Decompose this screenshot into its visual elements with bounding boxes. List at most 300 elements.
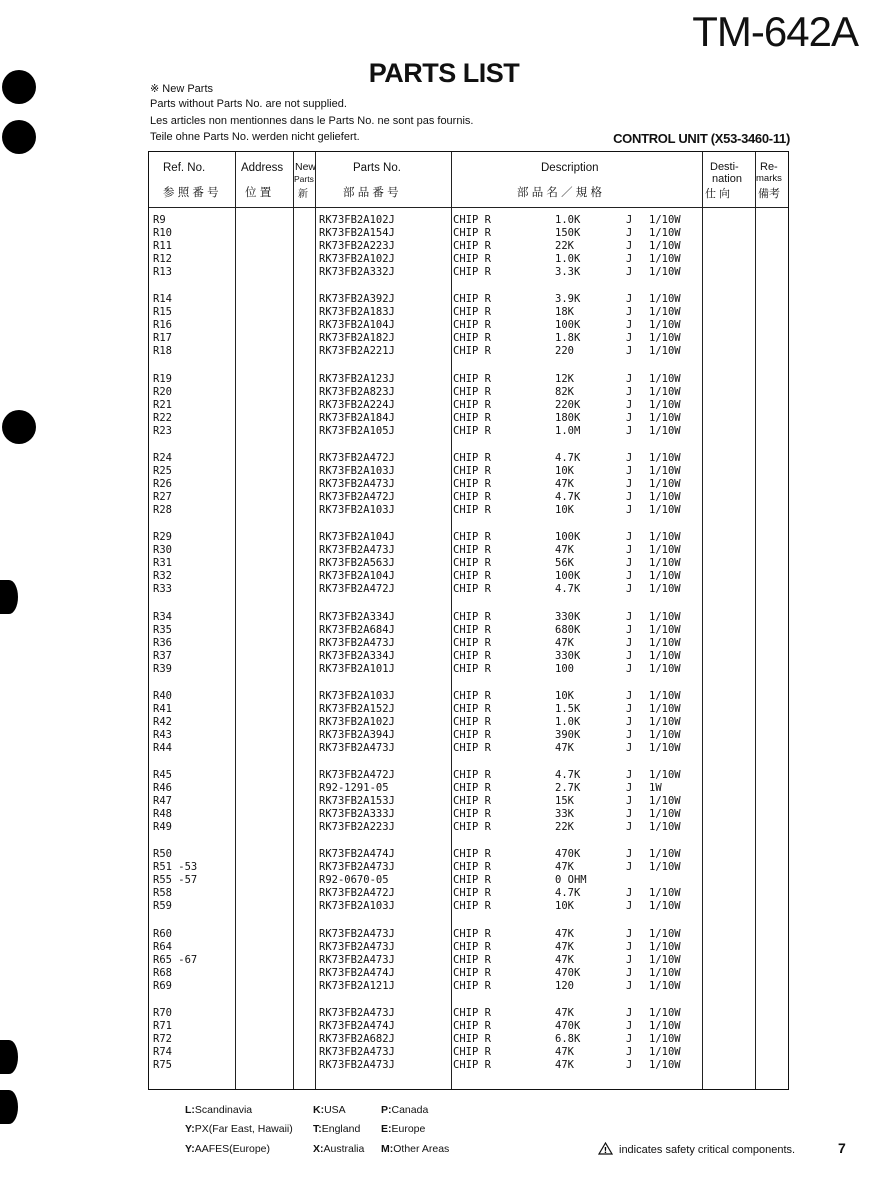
cell-rating: 1/10W	[649, 927, 681, 940]
cell-value: 33K	[555, 808, 574, 821]
cell-part-number: RK73FB2A472J	[319, 490, 395, 503]
cell-category: CHIP R	[453, 253, 491, 265]
cell-tolerance: J	[626, 503, 633, 516]
cell-ref-number: R33	[153, 583, 172, 596]
cell-rating: 1/10W	[649, 662, 681, 675]
cell-tolerance: J	[626, 477, 633, 490]
cell-ref-number: R47	[153, 795, 172, 808]
legend-item: Y:PX(Far East, Hawaii)	[185, 1123, 293, 1135]
table-row	[149, 821, 788, 834]
cell-ref-number: R49	[153, 821, 172, 834]
cell-rating: 1/10W	[649, 544, 681, 557]
legend-item: T:England	[313, 1123, 361, 1135]
table-row	[149, 742, 788, 755]
cell-tolerance: J	[626, 385, 633, 398]
cell-ref-number: R68	[153, 966, 172, 979]
cell-value: 82K	[555, 385, 574, 398]
cell-value: 47K	[555, 927, 574, 940]
cell-tolerance: J	[626, 662, 633, 675]
cell-category: CHIP R	[453, 319, 491, 332]
cell-category: CHIP R	[453, 662, 491, 675]
cell-value: 100	[555, 662, 574, 675]
cell-rating: 1/10W	[649, 808, 681, 821]
cell-ref-number: R35	[153, 623, 172, 636]
cell-part-number: RK73FB2A121J	[319, 979, 395, 992]
cell-rating: 1/10W	[649, 861, 681, 874]
cell-category: CHIP R	[453, 610, 491, 623]
binder-hole	[0, 1040, 18, 1074]
cell-part-number: RK73FB2A104J	[319, 570, 395, 583]
cell-tolerance: J	[626, 253, 633, 265]
table-row	[149, 1059, 788, 1072]
cell-part-number: RK73FB2A682J	[319, 1033, 395, 1045]
cell-category: CHIP R	[453, 477, 491, 490]
cell-value: 150K	[555, 227, 581, 239]
cell-part-number: RK73FB2A104J	[319, 531, 395, 544]
header-remarks-2: marks	[756, 173, 782, 184]
cell-rating: 1/10W	[649, 1007, 681, 1019]
cell-part-number: RK73FB2A473J	[319, 1059, 395, 1071]
cell-ref-number: R34	[153, 610, 172, 623]
cell-tolerance: J	[626, 214, 633, 226]
cell-ref-number: R60	[153, 927, 172, 940]
warning-triangle-icon	[598, 1142, 613, 1155]
cell-tolerance: J	[626, 464, 633, 477]
cell-part-number: RK73FB2A104J	[319, 319, 395, 332]
cell-part-number: RK73FB2A101J	[319, 662, 395, 675]
table-row	[149, 531, 788, 544]
cell-part-number: RK73FB2A473J	[319, 636, 395, 649]
cell-part-number: RK73FB2A224J	[319, 398, 395, 411]
table-row	[149, 253, 788, 266]
cell-tolerance: J	[626, 689, 633, 702]
cell-value: 4.7K	[555, 583, 581, 596]
cell-category: CHIP R	[453, 1007, 491, 1019]
table-row	[149, 504, 788, 517]
table-row	[149, 240, 788, 253]
cell-category: CHIP R	[453, 874, 491, 887]
cell-category: CHIP R	[453, 227, 491, 239]
cell-category: CHIP R	[453, 398, 491, 411]
table-row	[149, 703, 788, 716]
cell-tolerance: J	[626, 1059, 633, 1071]
cell-category: CHIP R	[453, 927, 491, 940]
table-row	[149, 570, 788, 583]
cell-ref-number: R69	[153, 979, 172, 992]
cell-part-number: RK73FB2A474J	[319, 966, 395, 979]
cell-category: CHIP R	[453, 332, 491, 345]
cell-tolerance: J	[626, 451, 633, 464]
cell-category: CHIP R	[453, 808, 491, 821]
cell-value: 1.0K	[555, 253, 581, 265]
cell-part-number: RK73FB2A563J	[319, 557, 395, 570]
cell-value: 1.0K	[555, 715, 581, 728]
cell-rating: 1/10W	[649, 887, 681, 900]
cell-value: 56K	[555, 557, 574, 570]
cell-rating: 1/10W	[649, 451, 681, 464]
cell-rating: 1W	[649, 782, 662, 795]
cell-value: 4.7K	[555, 490, 581, 503]
binder-hole	[2, 120, 36, 154]
header-ref-jp: 参 照 番 号	[163, 187, 219, 199]
cell-ref-number: R46	[153, 782, 172, 795]
table-row	[149, 399, 788, 412]
cell-rating: 1/10W	[649, 940, 681, 953]
cell-tolerance: J	[626, 424, 633, 437]
cell-category: CHIP R	[453, 240, 491, 252]
cell-category: CHIP R	[453, 728, 491, 741]
cell-category: CHIP R	[453, 953, 491, 966]
cell-part-number: RK73FB2A473J	[319, 953, 395, 966]
cell-tolerance: J	[626, 940, 633, 953]
cell-category: CHIP R	[453, 503, 491, 516]
cell-value: 220	[555, 345, 574, 358]
cell-category: CHIP R	[453, 266, 491, 278]
cell-category: CHIP R	[453, 570, 491, 583]
cell-part-number: RK73FB2A221J	[319, 345, 395, 358]
cell-tolerance: J	[626, 887, 633, 900]
table-row	[149, 332, 788, 345]
cell-value: 15K	[555, 795, 574, 808]
cell-ref-number: R42	[153, 715, 172, 728]
note-english: Parts without Parts No. are not supplied.	[150, 98, 347, 110]
cell-value: 1.8K	[555, 332, 581, 345]
table-row	[149, 848, 788, 861]
cell-ref-number: R11	[153, 240, 172, 252]
svg-text:!: !	[603, 1146, 608, 1155]
cell-tolerance: J	[626, 372, 633, 385]
cell-value: 47K	[555, 953, 574, 966]
cell-value: 47K	[555, 544, 574, 557]
table-row	[149, 491, 788, 504]
cell-ref-number: R58	[153, 887, 172, 900]
cell-ref-number: R30	[153, 544, 172, 557]
table-row	[149, 887, 788, 900]
cell-rating: 1/10W	[649, 503, 681, 516]
cell-part-number: RK73FB2A152J	[319, 702, 395, 715]
cell-value: 4.7K	[555, 451, 581, 464]
cell-ref-number: R32	[153, 570, 172, 583]
cell-rating: 1/10W	[649, 649, 681, 662]
cell-part-number: RK73FB2A103J	[319, 900, 395, 913]
cell-rating: 1/10W	[649, 557, 681, 570]
cell-category: CHIP R	[453, 940, 491, 953]
header-ref: Ref. No.	[163, 162, 206, 174]
cell-rating: 1/10W	[649, 1020, 681, 1032]
cell-part-number: RK73FB2A684J	[319, 623, 395, 636]
cell-ref-number: R10	[153, 227, 172, 239]
cell-part-number: RK73FB2A473J	[319, 1046, 395, 1058]
cell-rating: 1/10W	[649, 490, 681, 503]
cell-part-number: RK73FB2A823J	[319, 385, 395, 398]
cell-rating: 1/10W	[649, 610, 681, 623]
table-row	[149, 808, 788, 821]
cell-category: CHIP R	[453, 490, 491, 503]
parts-table	[148, 151, 789, 1090]
cell-rating: 1/10W	[649, 477, 681, 490]
table-row	[149, 214, 788, 227]
cell-ref-number: R20	[153, 385, 172, 398]
cell-value: 180K	[555, 411, 581, 424]
binder-hole	[2, 410, 36, 444]
cell-category: CHIP R	[453, 966, 491, 979]
cell-value: 470K	[555, 848, 581, 861]
cell-value: 100K	[555, 531, 581, 544]
table-row	[149, 583, 788, 596]
legend-item: P:Canada	[381, 1104, 429, 1116]
cell-rating: 1/10W	[649, 385, 681, 398]
cell-value: 1.0M	[555, 424, 581, 437]
cell-value: 22K	[555, 240, 574, 252]
header-new-parts: Parts	[294, 174, 314, 184]
cell-value: 3.3K	[555, 266, 581, 278]
table-row	[149, 900, 788, 913]
cell-rating: 1/10W	[649, 306, 681, 319]
table-row	[149, 967, 788, 980]
cell-part-number: RK73FB2A472J	[319, 769, 395, 782]
cell-category: CHIP R	[453, 385, 491, 398]
cell-tolerance: J	[626, 490, 633, 503]
cell-rating: 1/10W	[649, 570, 681, 583]
cell-category: CHIP R	[453, 583, 491, 596]
cell-tolerance: J	[626, 623, 633, 636]
cell-tolerance: J	[626, 1007, 633, 1019]
cell-tolerance: J	[626, 1020, 633, 1032]
cell-tolerance: J	[626, 900, 633, 913]
cell-ref-number: R43	[153, 728, 172, 741]
cell-part-number: RK73FB2A102J	[319, 253, 395, 265]
cell-category: CHIP R	[453, 214, 491, 226]
cell-category: CHIP R	[453, 345, 491, 358]
cell-value: 330K	[555, 610, 581, 623]
table-row	[149, 874, 788, 887]
cell-category: CHIP R	[453, 702, 491, 715]
cell-rating: 1/10W	[649, 531, 681, 544]
cell-category: CHIP R	[453, 306, 491, 319]
cell-tolerance: J	[626, 808, 633, 821]
header-description-jp: 部 品 名 ／ 規 格	[517, 187, 602, 199]
cell-value: 3.9K	[555, 293, 581, 306]
cell-part-number: R92-1291-05	[319, 782, 389, 795]
cell-category: CHIP R	[453, 557, 491, 570]
cell-part-number: RK73FB2A472J	[319, 887, 395, 900]
cell-ref-number: R64	[153, 940, 172, 953]
cell-part-number: RK73FB2A394J	[319, 728, 395, 741]
cell-part-number: RK73FB2A333J	[319, 808, 395, 821]
cell-category: CHIP R	[453, 979, 491, 992]
cell-category: CHIP R	[453, 464, 491, 477]
cell-value: 47K	[555, 861, 574, 874]
cell-ref-number: R45	[153, 769, 172, 782]
table-row	[149, 637, 788, 650]
cell-ref-number: R72	[153, 1033, 172, 1045]
cell-rating: 1/10W	[649, 848, 681, 861]
cell-rating: 1/10W	[649, 979, 681, 992]
cell-value: 47K	[555, 636, 574, 649]
binder-hole	[0, 580, 18, 614]
cell-rating: 1/10W	[649, 293, 681, 306]
cell-value: 470K	[555, 966, 581, 979]
table-row	[149, 861, 788, 874]
cell-rating: 1/10W	[649, 332, 681, 345]
cell-value: 22K	[555, 821, 574, 834]
cell-value: 390K	[555, 728, 581, 741]
cell-part-number: RK73FB2A473J	[319, 544, 395, 557]
cell-tolerance: J	[626, 610, 633, 623]
cell-category: CHIP R	[453, 424, 491, 437]
cell-tolerance: J	[626, 345, 633, 358]
cell-ref-number: R19	[153, 372, 172, 385]
note-french: Les articles non mentionnes dans le Parts No. ne sont pas fournis.	[150, 115, 474, 127]
table-row	[149, 716, 788, 729]
cell-part-number: RK73FB2A153J	[319, 795, 395, 808]
legend-item: K:USA	[313, 1104, 346, 1116]
header-parts-no: Parts No.	[353, 162, 401, 174]
table-row	[149, 465, 788, 478]
cell-rating: 1/10W	[649, 372, 681, 385]
cell-value: 47K	[555, 1007, 574, 1019]
table-row	[149, 544, 788, 557]
header-new: New	[295, 161, 317, 173]
table-row	[149, 452, 788, 465]
table-row	[149, 557, 788, 570]
page-title: PARTS LIST	[368, 58, 520, 88]
cell-rating: 1/10W	[649, 1046, 681, 1058]
cell-tolerance: J	[626, 544, 633, 557]
cell-rating: 1/10W	[649, 398, 681, 411]
cell-ref-number: R16	[153, 319, 172, 332]
cell-value: 0 OHM	[555, 874, 587, 887]
cell-part-number: RK73FB2A154J	[319, 227, 395, 239]
cell-tolerance: J	[626, 782, 633, 795]
table-row	[149, 980, 788, 993]
cell-value: 2.7K	[555, 782, 581, 795]
cell-category: CHIP R	[453, 741, 491, 754]
table-row	[149, 306, 788, 319]
header-parts-jp: 部 品 番 号	[343, 187, 399, 199]
cell-value: 47K	[555, 1059, 574, 1071]
table-row	[149, 412, 788, 425]
legend-item: X:Australia	[313, 1143, 365, 1155]
cell-ref-number: R14	[153, 293, 172, 306]
cell-ref-number: R13	[153, 266, 172, 278]
cell-rating: 1/10W	[649, 689, 681, 702]
cell-category: CHIP R	[453, 411, 491, 424]
cell-tolerance: J	[626, 570, 633, 583]
cell-rating: 1/10W	[649, 900, 681, 913]
cell-ref-number: R24	[153, 451, 172, 464]
cell-value: 1.5K	[555, 702, 581, 715]
legend-item: Y:AAFES(Europe)	[185, 1143, 271, 1155]
cell-tolerance: J	[626, 293, 633, 306]
cell-rating: 1/10W	[649, 319, 681, 332]
cell-value: 12K	[555, 372, 574, 385]
cell-tolerance: J	[626, 927, 633, 940]
cell-ref-number: R18	[153, 345, 172, 358]
cell-rating: 1/10W	[649, 411, 681, 424]
cell-tolerance: J	[626, 1046, 633, 1058]
cell-category: CHIP R	[453, 372, 491, 385]
cell-rating: 1/10W	[649, 583, 681, 596]
cell-category: CHIP R	[453, 821, 491, 834]
cell-value: 47K	[555, 1046, 574, 1058]
cell-rating: 1/10W	[649, 741, 681, 754]
cell-part-number: RK73FB2A105J	[319, 424, 395, 437]
cell-tolerance: J	[626, 728, 633, 741]
cell-category: CHIP R	[453, 689, 491, 702]
cell-value: 330K	[555, 649, 581, 662]
cell-ref-number: R15	[153, 306, 172, 319]
cell-ref-number: R75	[153, 1059, 172, 1071]
cell-rating: 1/10W	[649, 821, 681, 834]
cell-ref-number: R65 -67	[153, 953, 198, 966]
cell-ref-number: R50	[153, 848, 172, 861]
cell-value: 6.8K	[555, 1033, 581, 1045]
cell-rating: 1/10W	[649, 253, 681, 265]
cell-tolerance: J	[626, 702, 633, 715]
header-remarks: Re-	[760, 161, 778, 173]
cell-rating: 1/10W	[649, 953, 681, 966]
cell-ref-number: R28	[153, 503, 172, 516]
cell-category: CHIP R	[453, 1059, 491, 1071]
cell-tolerance: J	[626, 583, 633, 596]
cell-category: CHIP R	[453, 900, 491, 913]
cell-value: 470K	[555, 1020, 581, 1032]
cell-tolerance: J	[626, 266, 633, 278]
cell-tolerance: J	[626, 557, 633, 570]
cell-tolerance: J	[626, 398, 633, 411]
cell-value: 220K	[555, 398, 581, 411]
cell-ref-number: R40	[153, 689, 172, 702]
cell-ref-number: R41	[153, 702, 172, 715]
table-row	[149, 928, 788, 941]
cell-tolerance: J	[626, 319, 633, 332]
cell-tolerance: J	[626, 227, 633, 239]
cell-category: CHIP R	[453, 848, 491, 861]
header-destination: Desti-	[710, 161, 739, 173]
header-destination-2: nation	[712, 173, 742, 185]
cell-category: CHIP R	[453, 451, 491, 464]
cell-part-number: RK73FB2A102J	[319, 715, 395, 728]
cell-rating: 1/10W	[649, 345, 681, 358]
cell-ref-number: R9	[153, 214, 166, 226]
cell-ref-number: R44	[153, 741, 172, 754]
cell-value: 10K	[555, 503, 574, 516]
cell-part-number: RK73FB2A103J	[319, 689, 395, 702]
table-row	[149, 319, 788, 332]
note-german: Teile ohne Parts No. werden nicht geliefert.	[150, 131, 360, 143]
page-number: 7	[838, 1140, 846, 1156]
table-row	[149, 941, 788, 954]
cell-ref-number: R39	[153, 662, 172, 675]
header-address: Address	[241, 162, 284, 174]
cell-tolerance: J	[626, 649, 633, 662]
unit-title: CONTROL UNIT (X53-3460-11)	[613, 131, 790, 146]
legend-item: L:Scandinavia	[185, 1104, 253, 1116]
table-row	[149, 795, 788, 808]
cell-value: 4.7K	[555, 887, 581, 900]
cell-ref-number: R55 -57	[153, 874, 198, 887]
cell-category: CHIP R	[453, 649, 491, 662]
table-row	[149, 345, 788, 358]
cell-ref-number: R27	[153, 490, 172, 503]
cell-category: CHIP R	[453, 293, 491, 306]
cell-rating: 1/10W	[649, 214, 681, 226]
cell-tolerance: J	[626, 966, 633, 979]
cell-tolerance: J	[626, 848, 633, 861]
cell-category: CHIP R	[453, 531, 491, 544]
cell-value: 100K	[555, 319, 581, 332]
